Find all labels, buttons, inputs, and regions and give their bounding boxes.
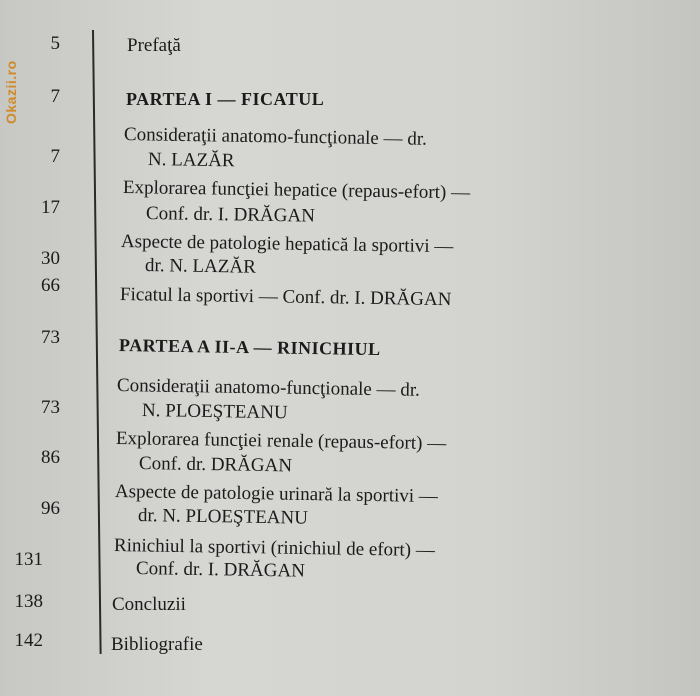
page-number: 5 (50, 33, 60, 54)
page-number: 73 (41, 397, 60, 418)
toc-author: dr. N. LAZĂR (144, 255, 256, 278)
page-number: 138 (14, 591, 43, 612)
page-number: 17 (41, 197, 60, 218)
toc-title: Bibliografie (111, 634, 203, 655)
toc-author: Conf. dr. I. DRĂGAN (135, 558, 306, 582)
page-number: 142 (14, 630, 43, 651)
section-heading: PARTEA A II-A — RINICHIUL (118, 335, 381, 360)
toc-title: Ficatul la sportivi — Conf. dr. I. DRĂGAN (119, 284, 452, 311)
toc-author: N. LAZĂR (147, 149, 235, 172)
toc-title: Concluzii (112, 594, 186, 615)
toc-title: Explorarea funcţiei hepatice (repaus-efort) — (122, 177, 471, 204)
page-number: 66 (41, 275, 60, 296)
toc-title: Aspecte de patologie urinară la sportivi — (114, 481, 439, 508)
toc-title: Consideraţii anatomo-funcţionale — dr. (123, 124, 428, 150)
toc-title: Explorarea funcţiei renale (repaus-efort) — (115, 428, 447, 455)
page-number: 96 (41, 498, 60, 519)
page-number: 7 (50, 86, 60, 107)
page-number: 86 (41, 447, 60, 468)
section-heading: PARTEA I — FICATUL (126, 89, 325, 109)
page-number: 7 (50, 146, 60, 167)
toc-title: Prefaţă (127, 35, 181, 56)
toc-title: Aspecte de patologie hepatică la sportivi — (120, 231, 454, 258)
toc-author: N. PLOEŞTEANU (141, 400, 288, 424)
watermark-text: Okazii.ro (3, 60, 19, 124)
toc-author: dr. N. PLOEŞTEANU (137, 505, 309, 529)
toc-title: Rinichiul la sportivi (rinichiul de efort) — (113, 535, 435, 562)
page-number: 131 (14, 549, 43, 570)
page-number: 30 (41, 248, 60, 269)
toc-title: Consideraţii anatomo-funcţionale — dr. (116, 375, 421, 401)
toc-author: Conf. dr. DRĂGAN (138, 453, 293, 477)
toc-author: Conf. dr. I. DRĂGAN (145, 203, 316, 227)
page-number: 73 (41, 327, 60, 348)
vertical-rule (92, 30, 102, 654)
